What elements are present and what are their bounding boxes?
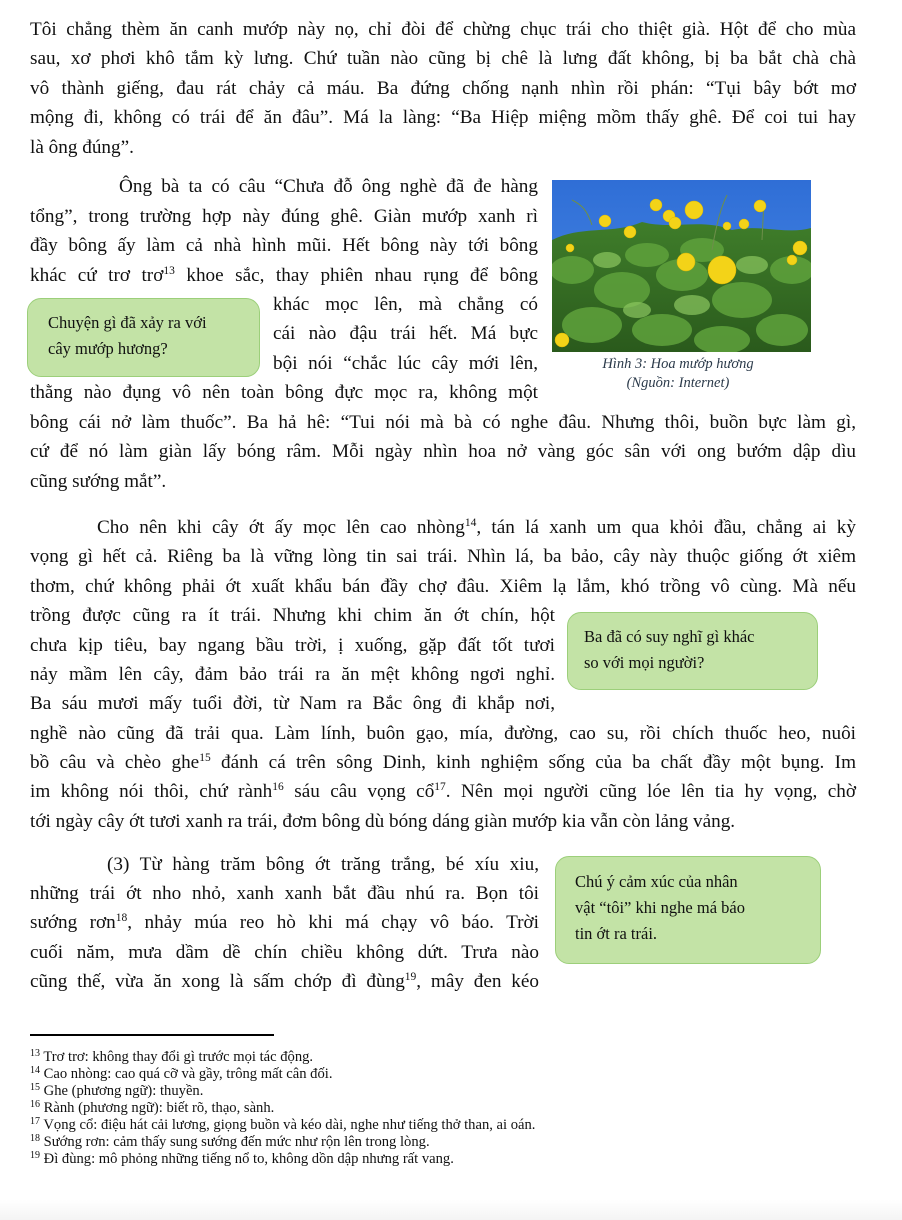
footnote-ref[interactable]: 15: [199, 752, 211, 764]
figure-loofah-flowers: [552, 180, 811, 352]
callout-note-3: [555, 856, 821, 964]
footnote-ref[interactable]: 19: [404, 971, 417, 983]
footnote-ref[interactable]: 18: [115, 912, 128, 924]
text-segment: cũng thế, vừa ăn xong là sấm chớp đì đùng: [30, 971, 405, 992]
text-line: tới ngày cây ớt tươi xanh ra trái, đơm bông dù bóng dáng giàn mướp kia vẫn còn lảng vảng.: [30, 811, 736, 832]
callout-line: Chú ý cảm xúc của nhân: [575, 872, 738, 891]
footnote-17: [30, 1117, 535, 1134]
text-line: sau, xơ phơi khô tắm kỳ lưng. Chứ tuần nào cũng bị chê là lưng đất không, bị ba bắt chà chà: [30, 48, 856, 69]
footnote-text: Trơ trơ: không thay đổi gì trước mọi tác động.: [40, 1049, 314, 1065]
footnote-text: Cao nhòng: cao quá cỡ và gầy, trông mất cân đối.: [40, 1066, 333, 1082]
text-line: trồng được cũng ra ít trái. Nhưng khi chim ăn ớt chín, hột: [30, 605, 555, 626]
text-line: vọng gì hết cả. Riêng ba là vững lòng tin sai trái. Nhìn lá, ba bảo, cây này thuộc giống ớt xiêm: [30, 546, 856, 567]
text-line: cũng sướng mắt”.: [30, 471, 167, 492]
callout-line: so với mọi người?: [584, 653, 705, 672]
footnote-text: Ghe (phương ngữ): thuyền.: [40, 1083, 204, 1099]
text-line: thằng nào đụng vô nên toàn bông đực mọc ra, không một: [30, 382, 538, 403]
text-segment: khác cứ trơ trơ: [30, 265, 164, 286]
text-segment: im không nói thôi, chứ rành: [30, 781, 273, 802]
text-line: chưa kịp tiêu, bay ngang bầu trời, ị xuống, gặp đất tốt tươi: [30, 635, 555, 656]
text-line: [30, 780, 856, 804]
text-segment: bồ câu và chèo ghe: [30, 752, 200, 773]
footnote-18: [30, 1134, 430, 1151]
text-line: nghề nào cũng đã trải qua. Làm lính, buôn gạo, mía, đường, cao su, rồi chích thuốc heo, nuôi: [30, 723, 856, 744]
text-line: mộng đi, không có trái để ăn đâu”. Má la làng: “Ba Hiệp miệng mồm thấy ghê. Để coi tui hay: [30, 107, 856, 128]
text-line: vô thành giếng, đau rát chảy cả máu. Ba đứng chống nạnh nhìn rồi phán: “Tụi bây bớt mơ: [30, 78, 856, 99]
footnote-number: 18: [30, 1133, 40, 1144]
callout-line: vật “tôi” khi nghe má báo: [575, 898, 745, 917]
text-segment: . Nên mọi người cũng lóe lên tia hy vọng, chờ: [445, 781, 856, 802]
text-line: Ông bà ta có câu “Chưa đỗ ông nghè đã đe hàng: [119, 176, 538, 197]
callout-line: tin ớt ra trái.: [575, 924, 658, 943]
text-line: Tôi chẳng thèm ăn canh mướp này nọ, chỉ đòi để chừng chục trái cho thiệt già. Hột để cho mùa: [30, 19, 856, 40]
text-line: khác mọc lên, mà chẳng có: [273, 294, 538, 315]
text-line: bội nói “chắc lúc cây mới lên,: [273, 353, 538, 374]
text-line: là ông đúng”.: [30, 137, 134, 158]
text-line: [97, 516, 856, 540]
footnote-number: 17: [30, 1116, 40, 1127]
footnote-14: [30, 1066, 332, 1083]
text-segment: khoe sắc, thay phiên nhau rụng để bông: [174, 265, 539, 286]
footnote-13: [30, 1049, 313, 1066]
text-segment: sáu câu vọng cổ: [283, 781, 435, 802]
page-bottom-edge: [0, 1200, 902, 1220]
text-line: thơm, chứ không phải ớt xuất khẩu bán đầy chợ đâu. Xiêm lạ lắm, khó trồng vô cùng. Mà nếu: [30, 576, 856, 597]
footnote-text: Sướng rơn: cảm thấy sung sướng đến mức như rộn lên trong lòng.: [40, 1134, 430, 1150]
footnote-ref[interactable]: 16: [272, 781, 284, 793]
callout-question-2: [567, 612, 818, 690]
text-line: cuối năm, mưa dầm dề chín chiều không dứt. Trưa nào: [30, 942, 539, 963]
callout-line: Ba đã có suy nghĩ gì khác: [584, 627, 755, 646]
text-line: bông cái nở làm thuốc”. Ba hả hê: “Tui nói mà bà có nghe đâu. Nhưng thôi, buồn bực làm gì,: [30, 412, 856, 433]
footnote-number: 13: [30, 1048, 40, 1059]
text-line: [30, 970, 539, 994]
footnote-separator: [30, 1034, 274, 1036]
callout-question-1: [27, 298, 260, 377]
text-line: tổng”, trong trường hợp này đúng ghê. Giàn mướp xanh rì: [30, 206, 538, 227]
footnote-text: Đì đùng: mô phỏng những tiếng nổ to, không dồn dập nhưng rất vang.: [40, 1151, 454, 1167]
footnote-ref[interactable]: 14: [464, 517, 477, 529]
callout-line: cây mướp hương?: [48, 339, 168, 358]
footnote-number: 19: [30, 1150, 40, 1161]
text-line: Ba sáu mươi mấy tuổi đời, từ Nam ra Bắc ông đi khắp nơi,: [30, 693, 555, 714]
footnote-number: 15: [30, 1082, 40, 1093]
footnote-number: 16: [30, 1099, 40, 1110]
text-line: nảy mầm lên cây, đảm bảo trái ra ăn mệt không ngơi nghỉ.: [30, 664, 555, 685]
text-segment: , nhảy múa reo hò khi má chạy vô báo. Trời: [127, 912, 539, 933]
footnote-16: [30, 1100, 274, 1117]
footnote-ref[interactable]: 13: [163, 265, 175, 277]
text-segment: đánh cá trên sông Dinh, kinh nghiệm sống của ba chất đầy một bụng. Im: [210, 752, 856, 773]
text-segment: sướng rơn: [30, 912, 116, 933]
footnote-15: [30, 1083, 203, 1100]
loofah-flowers-photo: [552, 180, 811, 352]
footnote-number: 14: [30, 1065, 40, 1076]
text-line: (3) Từ hàng trăm bông ớt trăng trắng, bé xíu xiu,: [107, 854, 539, 875]
text-line: [30, 751, 856, 775]
text-line: [30, 911, 539, 935]
figure-caption: Hình 3: Hoa mướp hương: [602, 356, 754, 372]
text-line: đầy bông ấy làm cả nhà hình mũi. Hết bông này tới bông: [30, 235, 538, 256]
footnote-ref[interactable]: 17: [434, 781, 446, 793]
text-line: những trái ớt nho nhỏ, xanh xanh bắt đầu nhú ra. Bọn tôi: [30, 883, 539, 904]
footnote-19: [30, 1151, 454, 1168]
callout-line: Chuyện gì đã xảy ra với: [48, 313, 207, 332]
figure-source: (Nguồn: Internet): [626, 375, 730, 391]
footnote-text: Rành (phương ngữ): biết rõ, thạo, sành.: [40, 1100, 275, 1116]
text-line: [30, 264, 538, 288]
text-line: cái nào đậu trái hết. Má bực: [273, 323, 538, 344]
text-segment: , mây đen kéo: [416, 971, 539, 992]
footnote-text: Vọng cổ: điệu hát cải lương, giọng buồn và kéo dài, nghe như tiếng thở than, ai oán.: [40, 1117, 536, 1133]
text-line: cứ để nó làm giàn lấy bóng râm. Mỗi ngày nhìn hoa nở vàng góc sân với ong bướm dập dìu: [30, 441, 856, 462]
text-segment: Cho nên khi cây ớt ấy mọc lên cao nhòng: [97, 517, 465, 538]
text-segment: , tán lá xanh um qua khỏi đầu, chẳng ai kỳ: [476, 517, 856, 538]
